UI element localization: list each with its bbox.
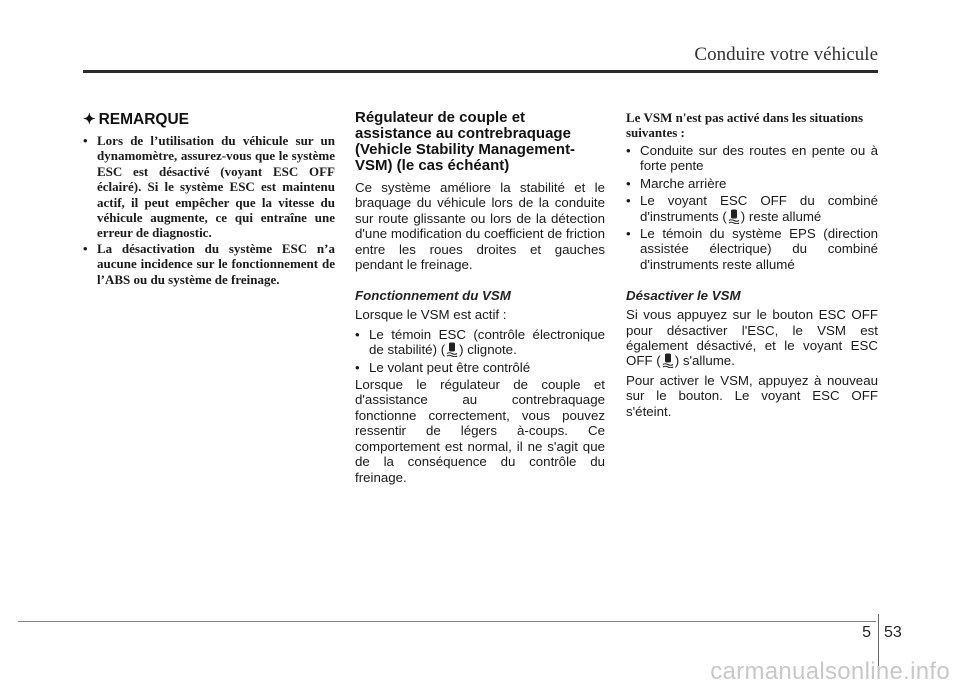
inactive-item [626,193,878,224]
deactivate-title: Désactiver le VSM [626,288,741,304]
deactivate-text: ) s'allume. [674,353,735,369]
note-item: • Lors de l’utilisation du véhicule sur un dynamomètre, assurez-vous que le système ESC est désactivé (voyant ESC OFF éclairé). Si le système ESC est maintenu actif, il peut empêcher que la vitesse du véhicule augmente, ce qui entraîne une erreur de diagnostic. [83,133,335,241]
column-conditions [626,110,878,423]
esc-off-icon [728,209,740,224]
inactive-list [626,143,878,272]
esc-off-icon [662,353,674,368]
operation-item-text: Le témoin ESC (contrôle électronique de stabilité) ( [369,326,605,358]
inactive-item: • Le témoin du système EPS (direction assistée électrique) du combiné d'instruments reste allumé [626,226,878,272]
vsm-intro: Ce système améliore la stabilité et le braquage du véhicule lors de la conduite sur route glissante ou lors de la détection d'une modification du coefficient de friction entre les roues droites et gauches pendant le freinage. [355,180,605,273]
activate-para: Pour activer le VSM, appuyez à nouveau sur le bouton. Le voyant ESC OFF s'éteint. [626,372,878,419]
operation-list [355,327,605,375]
operation-title: Fonctionnement du VSM [355,288,511,304]
inactive-item: • Marche arrière [626,176,878,191]
column-vsm [355,110,605,489]
vsm-title: Régulateur de couple et assistance au contrebraquage (Vehicle Stability Management-VSM) (le cas échéant) [355,109,576,174]
operation-item [355,327,605,358]
inactive-item-text: Le voyant ESC OFF du combiné d'instruments ( [640,193,878,224]
note-heading [83,110,335,129]
chapter-number: 5 [862,624,871,641]
inactive-title: Le VSM n'est pas activé dans les situations suivantes : [626,110,864,140]
note-title: REMARQUE [98,111,189,128]
deactivate-para [626,307,878,369]
operation-lead: Lorsque le VSM est actif : [355,307,507,323]
page-number: 53 [884,624,902,641]
column-note [83,110,335,287]
header-rule [83,70,878,73]
deactivate-text: Si vous appuyez sur le bouton ESC OFF pour désactiver l'ESC, le VSM est également désactivé, et le voyant ESC OFF ( [626,307,878,369]
note-item: • La désactivation du système ESC n’a aucune incidence sur le fonctionnement de l’ABS ou du système de freinage. [83,241,335,287]
operation-item: • Le volant peut être contrôlé [355,360,605,375]
operation-body: Lorsque le régulateur de couple et d'assistance au contrebraquage fonctionne correctement, vous pouvez ressentir de légers à-coups. Ce comportement est normal, il ne s'agit que de la conséquence du contrôle du freinage. [355,377,605,485]
inactive-item: • Conduite sur des routes en pente ou à forte pente [626,143,878,174]
note-list [83,133,335,287]
header-title: Conduire votre véhicule [694,44,878,65]
esc-warning-icon [446,342,458,357]
operation-item-text: ) clignote. [459,342,517,358]
watermark: carmanualsonline.info [710,658,950,685]
footer-rule [18,621,876,622]
asterisk-icon: ✦ [83,111,96,128]
inactive-item-text: ) reste allumé [740,208,822,224]
